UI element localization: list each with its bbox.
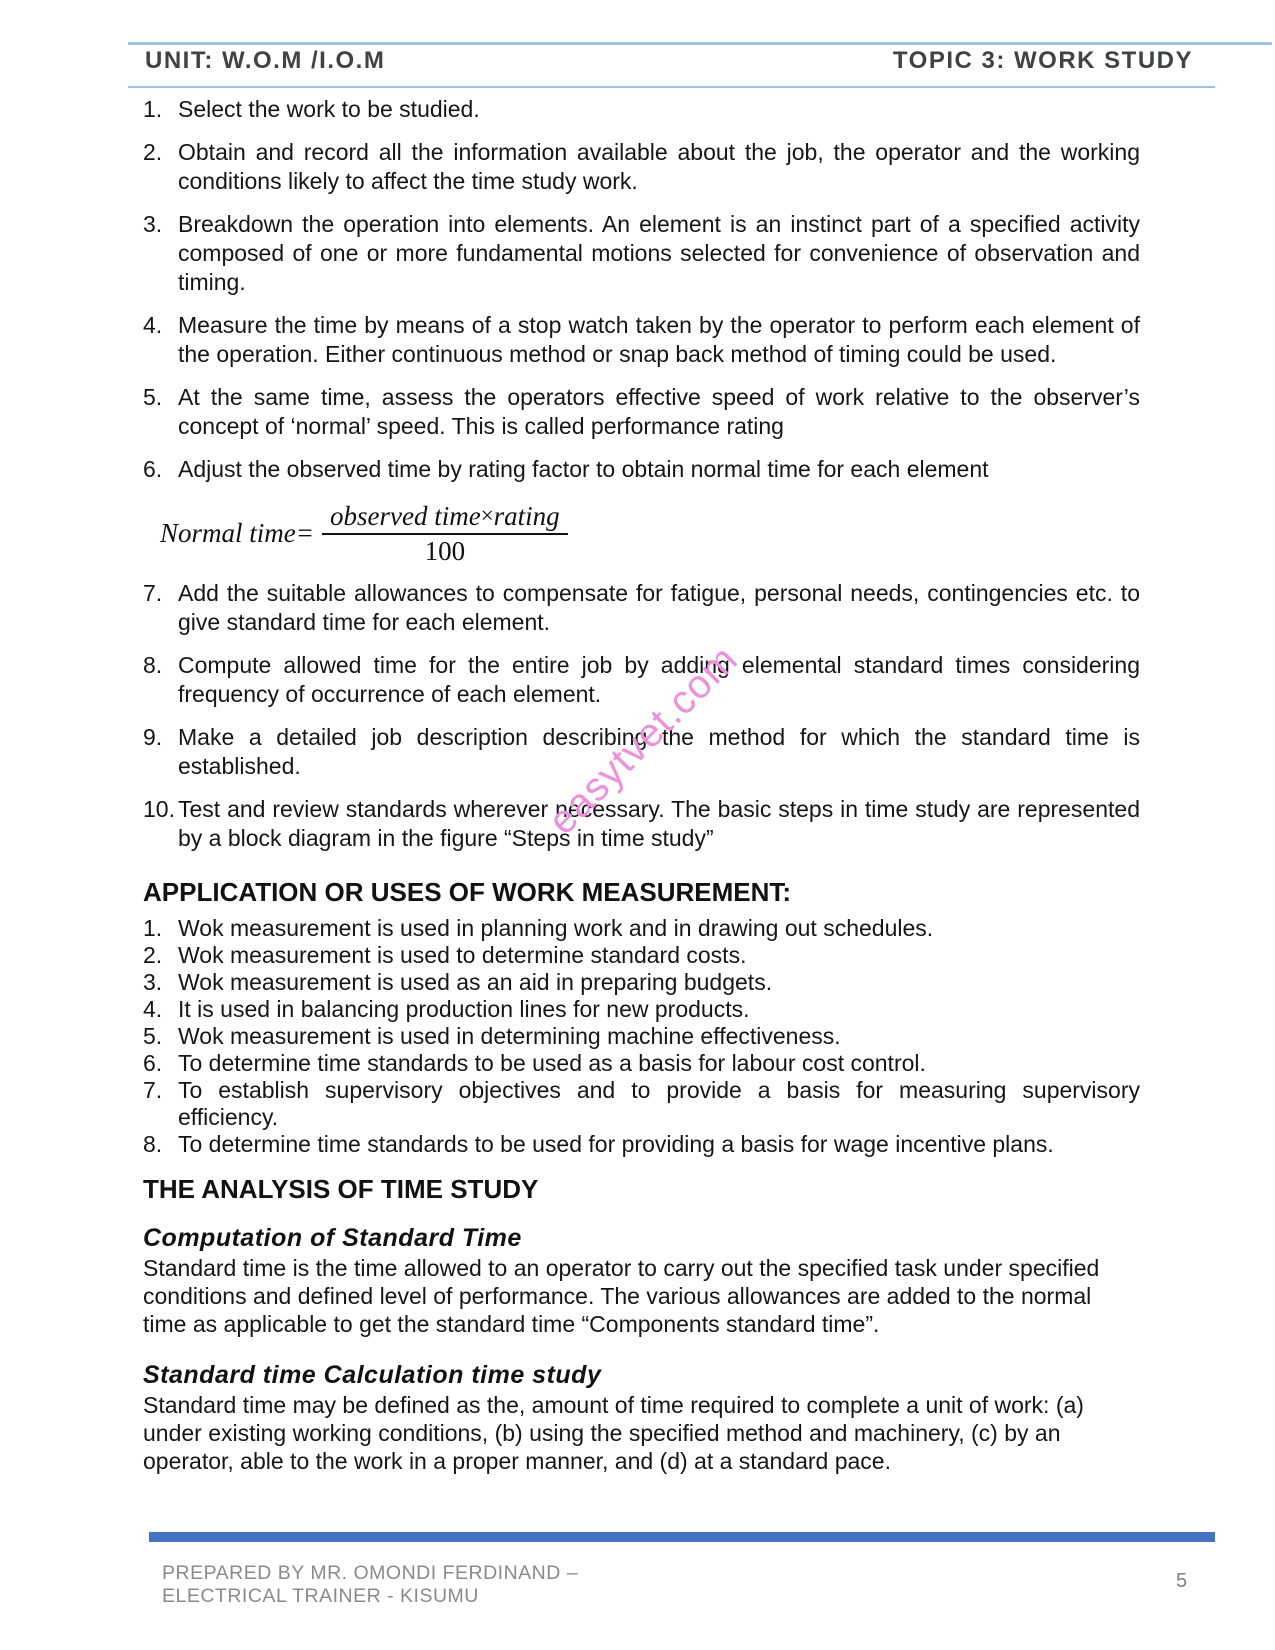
list-item-number: 4. — [143, 996, 163, 1022]
list-item-number: 6. — [143, 456, 163, 482]
calculation-subheading: Standard time Calculation time study — [143, 1361, 602, 1389]
list-item-number: 2. — [143, 139, 163, 165]
list-item — [143, 138, 1140, 196]
header — [145, 47, 1193, 75]
list-item-number: 5. — [143, 1023, 163, 1049]
application-uses-list — [143, 915, 1140, 1158]
list-item — [143, 95, 1140, 124]
list-item-text: Select the work to be studied. — [178, 96, 480, 122]
list-item-text: To determine time standards to be used for providing a basis for wage incentive plans. — [178, 1131, 1054, 1157]
list-item-number: 1. — [143, 915, 163, 941]
watermark: easytvet.com — [540, 636, 747, 844]
list-item — [143, 795, 1140, 853]
list-item-number: 3. — [143, 969, 163, 995]
list-item-text: Wok measurement is used in determining machine effectiveness. — [178, 1023, 841, 1049]
list-item-number: 1. — [143, 96, 163, 122]
footer-line-1: PREPARED BY MR. OMONDI FERDINAND – — [162, 1562, 579, 1584]
list-item-number: 7. — [143, 580, 163, 606]
list-item — [143, 383, 1140, 441]
list-item — [143, 210, 1140, 297]
list-item — [143, 996, 1140, 1023]
list-item — [143, 1050, 1140, 1077]
formula-fraction — [322, 500, 568, 567]
list-item-text: At the same time, assess the operators effective speed of work relative to the observer’s concept of ‘normal’ speed. This is called performance rating — [178, 384, 1140, 439]
footer-line-2: ELECTRICAL TRAINER - KISUMU — [162, 1584, 479, 1607]
normal-time-formula — [160, 500, 1140, 567]
calculation-paragraph: Standard time may be defined as the, amount of time required to complete a unit of work: (a) under existing working conditions, (b) using the specified method and machinery, (c) by an operator, able to the work in a proper manner, and (d) at a standard pace. — [143, 1392, 1084, 1474]
header-unit-label: UNIT: W.O.M /I.O.M — [145, 47, 386, 74]
formula-lhs: Normal time= — [160, 518, 314, 548]
list-item — [143, 915, 1140, 942]
list-item-text: Wok measurement is used in planning work and in drawing out schedules. — [178, 915, 934, 941]
list-item-text: Breakdown the operation into elements. An element is an instinct part of a specified activity composed of one or more fundamental motions selected for convenience of observation and timing. — [178, 211, 1140, 295]
footer-prepared-by — [162, 1562, 578, 1607]
list-item-number: 9. — [143, 724, 163, 750]
list-item — [143, 311, 1140, 369]
analysis-heading: THE ANALYSIS OF TIME STUDY — [143, 1174, 539, 1204]
list-item-text: Wok measurement is used as an aid in preparing budgets. — [178, 969, 773, 995]
list-item-text: To establish supervisory objectives and to provide a basis for measuring supervisory efficiency. — [178, 1077, 1140, 1130]
list-item-number: 3. — [143, 211, 163, 237]
header-topic-label: TOPIC 3: WORK STUDY — [892, 47, 1193, 74]
time-study-steps-list — [143, 95, 1140, 484]
list-item-text: It is used in balancing production lines for new products. — [178, 996, 750, 1022]
page-number: 5 — [1176, 1570, 1188, 1592]
multiplication-sign: × — [480, 503, 494, 528]
document-body — [143, 88, 1140, 1475]
list-item — [143, 579, 1140, 637]
list-item-number: 6. — [143, 1050, 163, 1076]
list-item-text: Wok measurement is used to determine standard costs. — [178, 942, 747, 968]
list-item-number: 10. — [143, 796, 175, 822]
list-item — [143, 1131, 1140, 1158]
list-item-text: Measure the time by means of a stop watch taken by the operator to perform each element of the operation. Either continuous method or snap back method of timing could be used. — [178, 312, 1140, 367]
list-item — [143, 1023, 1140, 1050]
list-item-number: 4. — [143, 312, 163, 338]
list-item-text: To determine time standards to be used as a basis for labour cost control. — [178, 1050, 926, 1076]
list-item-text: Make a detailed job description describing the method for which the standard time is established. — [178, 724, 1140, 779]
list-item-number: 5. — [143, 384, 163, 410]
computation-subheading: Computation of Standard Time — [143, 1224, 522, 1252]
list-item-number: 2. — [143, 942, 163, 968]
application-heading: APPLICATION OR USES OF WORK MEASUREMENT: — [143, 877, 792, 907]
list-item-number: 8. — [143, 652, 163, 678]
list-item — [143, 1077, 1140, 1131]
list-item — [143, 942, 1140, 969]
list-item — [143, 969, 1140, 996]
list-item — [143, 455, 1140, 484]
list-item-text: Obtain and record all the information available about the job, the operator and the working conditions likely to affect the time study work. — [178, 139, 1140, 194]
list-item-number: 8. — [143, 1131, 163, 1157]
list-item-text: Test and review standards wherever necessary. The basic steps in time study are represented by a block diagram in the figure “Steps in time study” — [178, 796, 1140, 851]
footer-bar — [149, 1532, 1215, 1542]
formula-denominator: 100 — [424, 536, 466, 566]
formula-numerator: observed time×rating — [322, 500, 568, 535]
list-item-number: 7. — [143, 1077, 163, 1103]
list-item-text: Compute allowed time for the entire job by adding elemental standard times considering frequency of occurrence of each element. — [178, 652, 1140, 707]
list-item-text: Add the suitable allowances to compensate for fatigue, personal needs, contingencies etc. to give standard time for each element. — [178, 580, 1140, 635]
list-item-text: Adjust the observed time by rating factor to obtain normal time for each element — [178, 456, 989, 482]
header-rule-top — [128, 42, 1272, 45]
computation-paragraph: Standard time is the time allowed to an operator to carry out the specified task under specified conditions and defined level of performance. The various allowances are added to the normal time as applicable to get the standard time “Components standard time”. — [143, 1255, 1100, 1337]
